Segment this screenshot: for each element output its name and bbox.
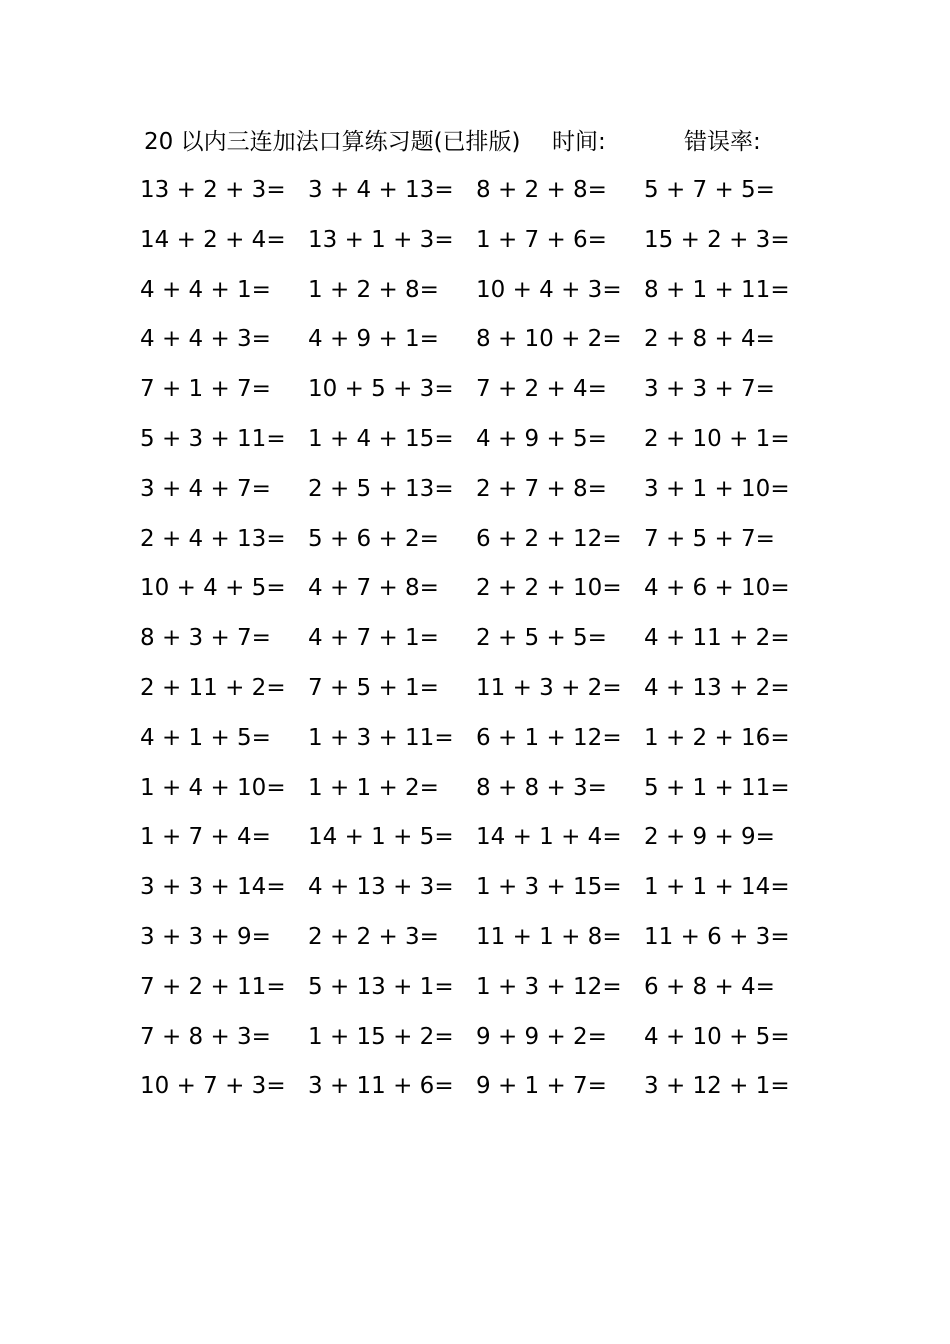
problem-cell: 5 + 7 + 5= <box>644 177 775 203</box>
problem-cell: 7 + 5 + 7= <box>644 525 775 552</box>
problem-cell: 6 + 1 + 12= <box>476 724 622 751</box>
problem-cell: 1 + 3 + 11= <box>308 724 454 751</box>
problem-cell: 14 + 1 + 4= <box>476 824 622 851</box>
problem-cell: 10 + 5 + 3= <box>308 376 454 403</box>
problem-cell: 7 + 1 + 7= <box>140 376 271 403</box>
problem-cell: 5 + 1 + 11= <box>644 774 790 801</box>
problem-cell: 10 + 4 + 5= <box>140 575 286 602</box>
problem-cell: 4 + 9 + 1= <box>308 326 439 353</box>
problem-cell: 1 + 1 + 14= <box>644 874 790 901</box>
problem-cell: 2 + 5 + 13= <box>308 475 454 502</box>
problem-cell: 11 + 1 + 8= <box>476 923 622 950</box>
problem-cell: 3 + 12 + 1= <box>644 1073 790 1100</box>
problem-grid <box>140 166 812 1112</box>
problem-cell: 1 + 7 + 6= <box>476 226 607 253</box>
worksheet-header <box>144 122 784 162</box>
problem-cell: 4 + 7 + 8= <box>308 575 439 602</box>
problem-cell: 2 + 5 + 5= <box>476 625 607 652</box>
problem-cell: 3 + 4 + 7= <box>140 475 271 502</box>
problem-cell: 3 + 11 + 6= <box>308 1073 454 1100</box>
problem-cell: 4 + 13 + 2= <box>644 674 790 701</box>
problem-cell: 3 + 3 + 14= <box>140 874 286 901</box>
problem-cell: 4 + 4 + 1= <box>140 276 271 303</box>
problem-cell: 1 + 3 + 12= <box>476 973 622 1000</box>
problem-cell: 4 + 1 + 5= <box>140 724 271 751</box>
problem-cell: 15 + 2 + 3= <box>644 226 790 253</box>
problem-cell: 2 + 8 + 4= <box>644 326 775 353</box>
problem-cell: 13 + 1 + 3= <box>308 226 454 253</box>
problem-cell: 2 + 9 + 9= <box>644 824 775 851</box>
problem-cell: 2 + 11 + 2= <box>140 674 286 701</box>
problem-cell: 1 + 2 + 8= <box>308 276 439 303</box>
problem-cell: 10 + 7 + 3= <box>140 1073 286 1100</box>
problem-cell: 1 + 4 + 15= <box>308 425 454 452</box>
problem-cell: 14 + 1 + 5= <box>308 824 454 851</box>
problem-cell: 5 + 6 + 2= <box>308 525 439 552</box>
problem-cell: 5 + 13 + 1= <box>308 973 454 1000</box>
problem-cell: 1 + 2 + 16= <box>644 724 790 751</box>
problem-cell: 3 + 3 + 7= <box>644 376 775 403</box>
problem-cell: 7 + 8 + 3= <box>140 1023 271 1050</box>
problem-cell: 1 + 15 + 2= <box>308 1023 454 1050</box>
problem-cell: 4 + 4 + 3= <box>140 326 271 353</box>
problem-cell: 5 + 3 + 11= <box>140 425 286 452</box>
problem-cell: 7 + 2 + 11= <box>140 973 286 1000</box>
problem-cell: 2 + 2 + 3= <box>308 923 439 950</box>
problem-cell: 10 + 4 + 3= <box>476 276 622 303</box>
problem-cell: 8 + 8 + 3= <box>476 774 607 801</box>
problem-cell: 2 + 2 + 10= <box>476 575 622 602</box>
error-rate-label: 错误率: <box>684 129 761 155</box>
problem-cell: 13 + 2 + 3= <box>140 177 286 203</box>
problem-cell: 7 + 2 + 4= <box>476 376 607 403</box>
problem-cell: 4 + 6 + 10= <box>644 575 790 602</box>
problem-cell: 3 + 4 + 13= <box>308 177 454 203</box>
problem-cell: 11 + 6 + 3= <box>644 923 790 950</box>
problem-cell: 14 + 2 + 4= <box>140 226 286 253</box>
problem-cell: 8 + 10 + 2= <box>476 326 622 353</box>
problem-cell: 6 + 2 + 12= <box>476 525 622 552</box>
problem-cell: 3 + 1 + 10= <box>644 475 790 502</box>
problem-cell: 9 + 9 + 2= <box>476 1023 607 1050</box>
problem-cell: 4 + 13 + 3= <box>308 874 454 901</box>
problem-cell: 1 + 1 + 2= <box>308 774 439 801</box>
problem-cell: 8 + 1 + 11= <box>644 276 790 303</box>
problem-cell: 1 + 3 + 15= <box>476 874 622 901</box>
problem-cell: 8 + 2 + 8= <box>476 177 607 203</box>
problem-cell: 2 + 7 + 8= <box>476 475 607 502</box>
worksheet-title: 20 以内三连加法口算练习题(已排版) <box>144 129 521 155</box>
problem-cell: 1 + 7 + 4= <box>140 824 271 851</box>
problem-cell: 4 + 11 + 2= <box>644 625 790 652</box>
time-label: 时间: <box>552 129 606 155</box>
problem-cell: 11 + 3 + 2= <box>476 674 622 701</box>
problem-cell: 2 + 10 + 1= <box>644 425 790 452</box>
problem-cell: 4 + 10 + 5= <box>644 1023 790 1050</box>
problem-cell: 9 + 1 + 7= <box>476 1073 607 1100</box>
problem-cell: 8 + 3 + 7= <box>140 625 271 652</box>
problem-cell: 6 + 8 + 4= <box>644 973 775 1000</box>
problem-cell: 4 + 7 + 1= <box>308 625 439 652</box>
problem-cell: 1 + 4 + 10= <box>140 774 286 801</box>
problem-cell: 2 + 4 + 13= <box>140 525 286 552</box>
problem-cell: 7 + 5 + 1= <box>308 674 439 701</box>
problem-cell: 3 + 3 + 9= <box>140 923 271 950</box>
problem-cell: 4 + 9 + 5= <box>476 425 607 452</box>
